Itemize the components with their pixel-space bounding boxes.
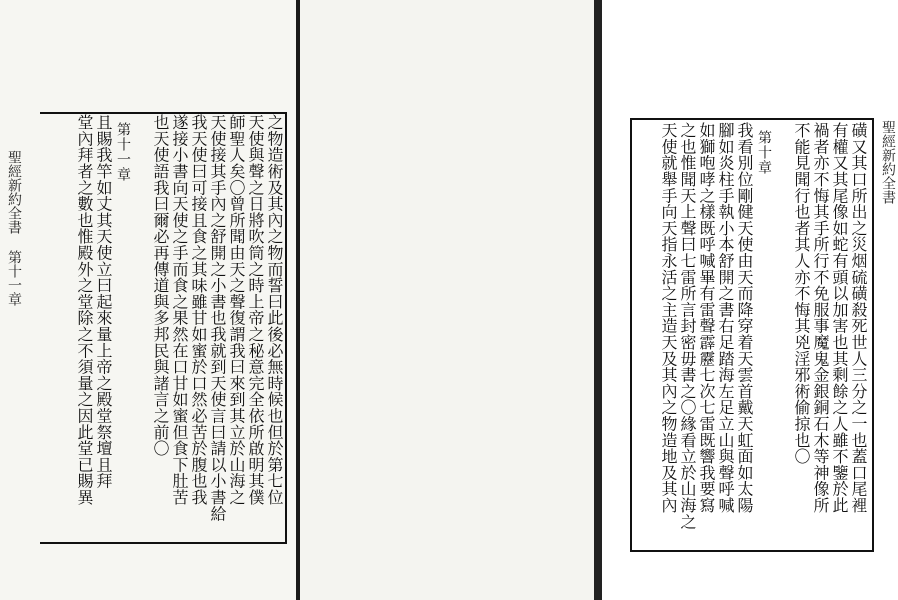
right-page-spine-title: 聖經新約全書	[880, 120, 896, 204]
text-column: 我天使曰可接且食之其味雖甘如蜜於口然必苦於腹也我	[189, 114, 208, 506]
text-column: 天使接其手內之舒開之小書也我就到天使言曰請以小書給	[208, 114, 227, 522]
right-page	[300, 0, 896, 600]
text-column: 之物造術及其內之物而誓曰此後必無時候也但於第七位	[265, 114, 284, 506]
left-page-spine-title: 聖經新約全書 第十一章	[6, 150, 22, 306]
chapter-heading: 第十一章	[115, 122, 131, 182]
text-column: 且賜我竿如丈其天使立曰起來量上帝之殿堂祭壇且拜	[94, 114, 113, 489]
text-column: 天使與聲之日將吹筒之時上帝之秘意完全依所啟明其僕	[246, 114, 265, 506]
text-column: 如獅咆哮之樣既呼喊畢有雷聲霹靂七次七雷既響我要寫	[697, 122, 716, 514]
text-column: 也天使語我曰爾必再傳道與多邦民與諸言之前〇	[151, 114, 170, 457]
text-column: 我看別位剛健天使由天而降穿着天雲首戴天虹面如太陽	[735, 122, 754, 514]
blank-column	[773, 122, 792, 546]
text-column: 不能見聞行也者其人亦不悔其兇淫邪術偷掠也〇	[792, 122, 811, 465]
text-column: 禍者亦不悔其手所行不免服事魔鬼金銀銅石木等神像所	[811, 122, 830, 514]
page-edge	[594, 0, 602, 600]
left-page-columns	[44, 114, 284, 538]
text-column: 磺又其口所出之災烟硫磺殺死世人三分之一也蓋口尾裡	[849, 122, 868, 514]
text-column: 有權又其尾像如蛇有頭以加害也其剩餘之人雖不鑒於此	[830, 122, 849, 514]
text-column: 天使就舉手向天指永活之主造天及其內之物造地及其內	[659, 122, 678, 514]
chapter-heading: 第十章	[756, 130, 772, 175]
text-column: 遂接小書向天使之手而食之果然在口甘如蜜但食下肚苦	[170, 114, 189, 506]
text-column: 之也惟聞天上聲曰七雷所言封密毋書之〇緣看立於山海之	[678, 122, 697, 530]
blank-column	[132, 114, 151, 538]
left-page	[0, 0, 300, 600]
text-column: 腳如炎柱手執小本舒開之書右足踏海左足立山與聲呼喊	[716, 122, 735, 514]
right-page-columns	[634, 122, 868, 546]
text-column: 師聖人矣〇曾所聞由天之聲復謂我曰來到其立於山海之	[227, 114, 246, 506]
text-column: 堂內拜者之數也惟殿外之堂除之不須量之因此堂已賜異	[75, 114, 94, 506]
